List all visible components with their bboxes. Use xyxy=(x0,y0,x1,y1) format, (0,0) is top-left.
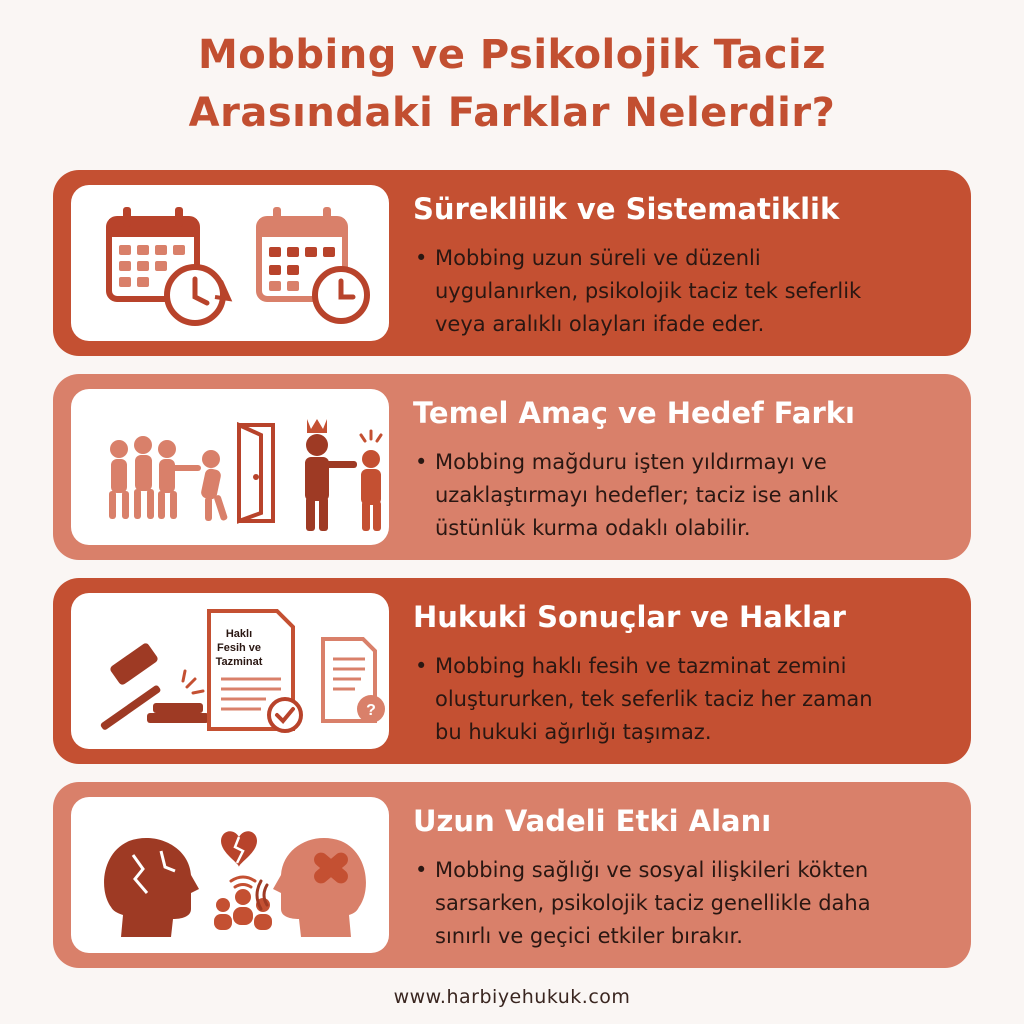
description-line: Mobbing mağduru işten yıldırmayı ve xyxy=(435,450,827,474)
description-line: uygulanırken, psikolojik taciz tek seferlik xyxy=(435,279,862,303)
card-illustration xyxy=(71,593,389,749)
document-label: Haklı xyxy=(225,628,253,640)
page-title-line-1: Mobbing ve Psikolojik Taciz xyxy=(197,32,827,78)
card-description xyxy=(415,650,955,749)
card-illustration xyxy=(71,389,389,545)
card-title: Temel Amaç ve Hedef Farkı xyxy=(413,396,855,430)
description-line: veya aralıklı olayları ifade eder. xyxy=(435,312,765,336)
description-line: Mobbing sağlığı ve sosyal ilişkileri kökten xyxy=(435,858,869,882)
bandaged-head-icon xyxy=(257,838,366,937)
svg-text:?: ? xyxy=(366,702,376,719)
page-title xyxy=(0,26,1024,142)
description-line: Mobbing uzun süreli ve düzenli xyxy=(435,246,761,270)
card-title: Uzun Vadeli Etki Alanı xyxy=(413,804,772,838)
description-line: sınırlı ve geçici etkiler bırakır. xyxy=(435,924,743,948)
bullet: • xyxy=(415,858,428,882)
description-line: oluştururken, tek seferlik taciz her zaman xyxy=(435,687,873,711)
document-question-icon xyxy=(323,639,385,723)
exit-door-icon xyxy=(239,425,273,521)
card-long-term-impact xyxy=(53,782,971,968)
document-label: Fesih ve xyxy=(216,642,262,654)
calendar-clock-icon xyxy=(259,207,367,321)
card-illustration xyxy=(71,797,389,953)
card-description xyxy=(415,854,955,953)
card-description xyxy=(415,242,955,341)
description-line: uzaklaştırmayı hedefler; taciz ise anlık xyxy=(435,483,839,507)
card-illustration xyxy=(71,185,389,341)
description-line: Mobbing haklı fesih ve tazminat zemini xyxy=(435,654,847,678)
crowned-boss-pointing-icon xyxy=(305,419,381,531)
cracked-head-icon xyxy=(104,838,199,937)
card-title: Hukuki Sonuçlar ve Haklar xyxy=(413,600,846,634)
card-continuity xyxy=(53,170,971,356)
document-check-icon xyxy=(209,611,301,731)
people-group-icon xyxy=(214,877,272,930)
calendar-clock-icon xyxy=(109,207,229,323)
bullet: • xyxy=(415,450,428,474)
bullet: • xyxy=(415,654,428,678)
bullet: • xyxy=(415,246,428,270)
description-line: sarsarken, psikolojik taciz genellikle daha xyxy=(435,891,871,915)
description-line: üstünlük kurma odaklı olabilir. xyxy=(435,516,751,540)
broken-heart-icon xyxy=(221,831,257,867)
card-goal xyxy=(53,374,971,560)
website-link[interactable]: www.harbiyehukuk.com xyxy=(393,986,631,1008)
page-title-line-2: Arasındaki Farklar Nelerdir? xyxy=(188,90,836,136)
card-legal xyxy=(53,578,971,764)
card-title: Süreklilik ve Sistematiklik xyxy=(413,192,840,226)
document-label: Tazminat xyxy=(215,656,263,668)
card-description xyxy=(415,446,955,545)
description-line: bu hukuki ağırlığı taşımaz. xyxy=(435,720,712,744)
group-pushing-icon xyxy=(109,436,228,521)
gavel-icon xyxy=(100,642,209,731)
